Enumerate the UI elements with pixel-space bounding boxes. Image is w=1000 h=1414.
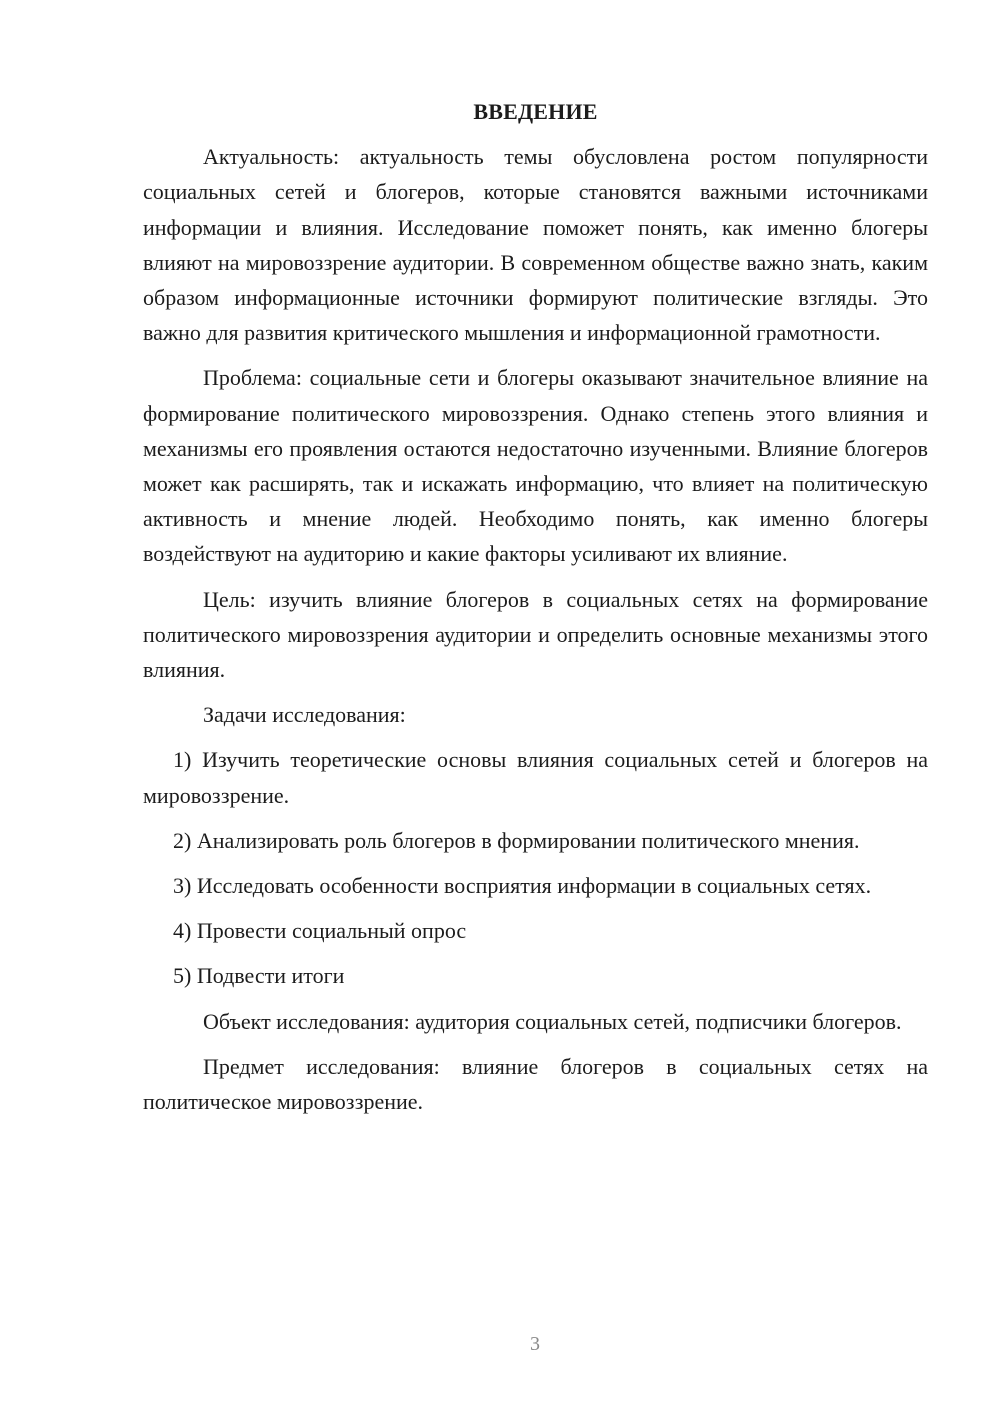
task-item: 4) Провести социальный опрос [173,918,467,944]
task-item: 3) Исследовать особенности восприятия информации в социальных сетях. [173,873,872,899]
goal-paragraph: Цель: изучить влияние блогеров в социальных сетях на формирование политического мировоззрения аудитории и определить основные механизмы этого влияния. [143,586,928,683]
document-body [143,94,928,1129]
task-item: 5) Подвести итоги [173,963,345,989]
page-title: ВВЕДЕНИЕ [473,99,598,124]
object-paragraph: Объект исследования: аудитория социальных сетей, подписчики блогеров. [203,1008,902,1034]
task-item: 1) Изучить теоретические основы влияния социальных сетей и блогеров на мировоззрение. [143,747,928,808]
page-number: 3 [530,1333,540,1355]
tasks-heading: Задачи исследования: [203,702,406,728]
problem-paragraph: Проблема: социальные сети и блогеры оказывают значительное влияние на формирование политического мировоззрения. Однако степень этого влияния и механизмы его проявления остаются недостаточно изученными. Влияние блогеров может как расширять, так и искажать информацию, что влияет на политическую активность и мнение людей. Необходимо понять, как именно блогеры воздействуют на аудиторию и какие факторы усиливают их влияние. [143,365,928,567]
task-item: 2) Анализировать роль блогеров в формировании политического мнения. [173,827,860,853]
relevance-paragraph: Актуальность: актуальность темы обусловлена ростом популярности социальных сетей и блогеров, которые становятся важными источниками информации и влияния. Исследование поможет понять, как именно блогеры влияют на мировоззрение аудитории. В современном обществе важно знать, каким образом информационные источники формируют политические взгляды. Это важно для развития критического мышления и информационной грамотности. [143,144,928,346]
subject-paragraph: Предмет исследования: влияние блогеров в социальных сетях на политическое мировоззрение. [143,1053,928,1115]
